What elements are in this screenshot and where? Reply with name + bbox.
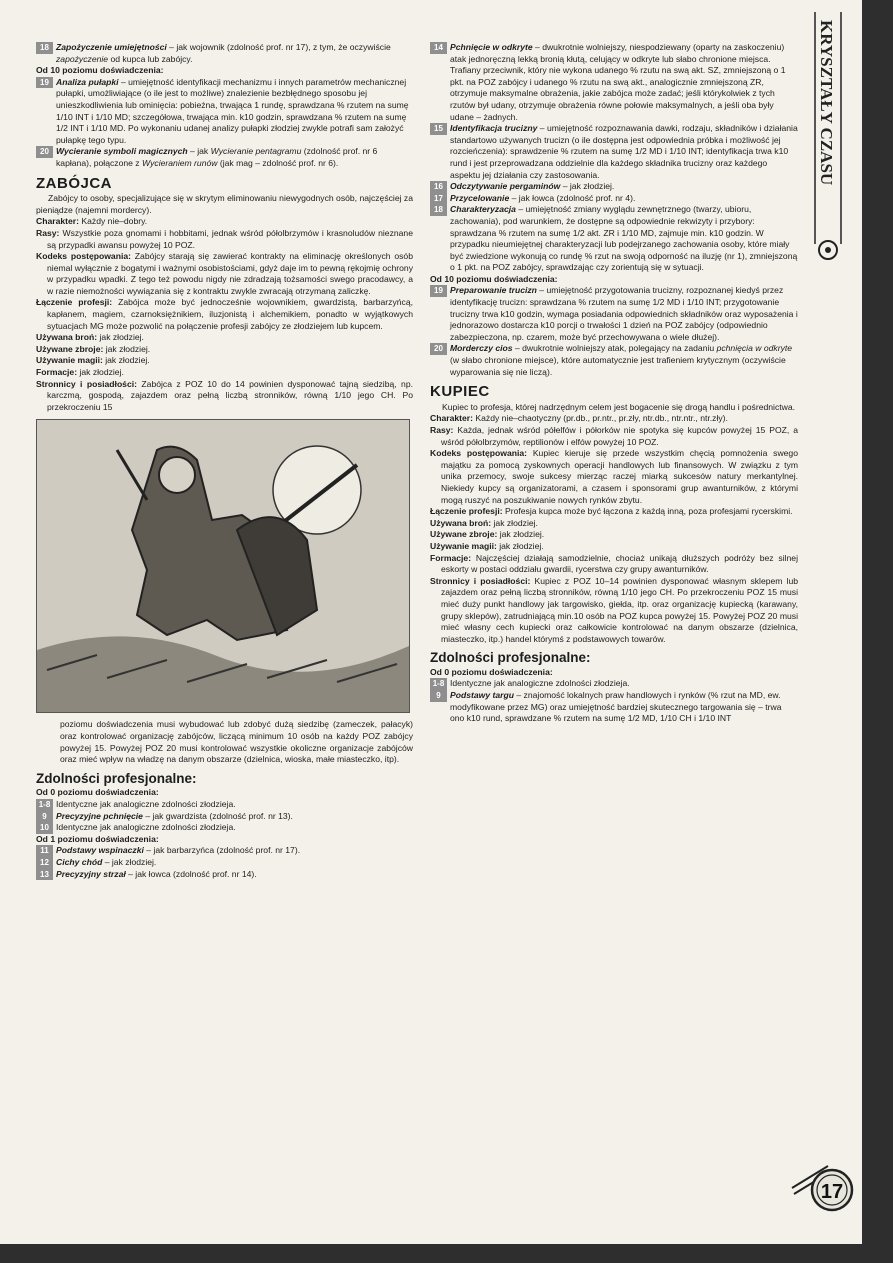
entry-charakter: Charakter: Każdy nie–chaotyczny (pr.db., pr.ntr., pr.zły, ntr.db., ntr.ntr., ntr.zły).	[430, 413, 728, 424]
ability-number: 18	[36, 42, 53, 54]
ability-number: 19	[36, 77, 53, 89]
ability-number: 20	[36, 146, 53, 158]
entry-bron: Używana broń: jak złodziej.	[36, 332, 144, 343]
section-heading-zdolnosci: Zdolności profesjonalne:	[430, 650, 591, 666]
assassin-drawing	[37, 420, 409, 712]
ability-row: 10 Identyczne jak analogiczne zdolności złodzieja.	[36, 822, 413, 834]
ability-number: 16	[430, 181, 447, 193]
ability-row: 17 Przycelowanie – jak łowca (zdolność prof. nr 4).	[430, 193, 798, 205]
entry-magia: Używanie magii: jak złodziej.	[36, 355, 150, 366]
page-number-badge	[788, 1158, 858, 1214]
assassin-illustration	[36, 419, 410, 713]
ability-number: 9	[36, 811, 53, 823]
side-title-text: KRYSZTAŁY CZASU	[817, 20, 836, 186]
ability-number: 19	[430, 285, 447, 297]
ability-number: 18	[430, 204, 447, 216]
ability-number: 1-8	[430, 678, 447, 690]
ability-row: 13 Precyzyjny strzał – jak łowca (zdolność prof. nr 14).	[36, 869, 413, 881]
ability-number: 17	[430, 193, 447, 205]
level-heading: Od 0 poziomu doświadczenia:	[430, 666, 553, 677]
level-heading: Od 1 poziomu doświadczenia:	[36, 833, 159, 844]
ability-row: 18 Charakteryzacja – umiejętność zmiany wyglądu zewnętrznego (twarzy, ubioru, zachowania), pod warunkiem, że dostępne są odpowiednie rekwizyty i przybory: sprawdzana % rzutem na sumę 1/2 akt. ZR i 1/10 MD, zajmuje min. k10 godzin. W przypadku nieumiejętnej charakteryzacji lub podejrzanego zachowania osoby, które miały być zwiedzione wykonują co rundę % rzut na swoją odporność na iluzję (nr 1), zmniejszoną o 1 pkt. na POZ zabójcy, sprawdzając czy zorientują się w sytuacji.	[430, 204, 798, 274]
level-heading: Od 10 poziomu doświadczenia:	[430, 273, 558, 284]
ability-row: 9 Precyzyjne pchnięcie – jak gwardzista (zdolność prof. nr 13).	[36, 811, 413, 823]
ability-row: 11 Podstawy wspinaczki – jak barbarzyńca (zdolność prof. nr 17).	[36, 845, 413, 857]
intro-paragraph: Zabójcy to osoby, specjalizujące się w skrytym eliminowaniu niewygodnych osób, najczęściej za pieniądze (najemni mordercy).	[36, 193, 413, 215]
entry-laczenie: Łączenie profesji: Zabójca może być jednocześnie wojownikiem, gwardzistą, barbarzyńcą, kapłanem, magiem, czarnoksiężnikiem, iluzjonistą i alchemikiem, ponadto w wyjątkowych sytuacjach MG może pozwolić na połączenie profesji zabójcy ze złodziejem lub kupcem.	[36, 297, 413, 331]
ability-number: 9	[430, 690, 447, 702]
ability-row: 9 Podstawy targu – znajomość lokalnych praw handlowych i rynków (% rzut na MD, ew. modyfikowane przez MG) oraz umiejętność bardziej skutecznego targowania się – trwa ono k10 rund, sprawdzane % rzutem na sumę 1/2 MD, 1/10 CH i 1/10 INT	[430, 690, 798, 725]
entry-rasy: Rasy: Wszystkie poza gnomami i hobbitami, jednak wśród półolbrzymów i krasnoludów nieznane są przypadki awansu powyżej 10 POZ.	[36, 227, 413, 250]
ability-title: Wycieranie symboli magicznych	[56, 146, 188, 157]
ability-row: 18 Zapożyczenie umiejętności – jak wojownik (zdolność prof. nr 17), z tym, że oczywiście zapożyczenie od kupca lub zabójcy.	[36, 42, 413, 65]
entry-rasy: Rasy: Każda, jednak wśród półelfów i półorków nie spotyka się kupców powyżej 15 POZ, a wśród półolbrzymów, reptilionów i elfów powyżej 10 POZ.	[430, 425, 798, 447]
entry-zbroje: Używane zbroje: jak złodziej.	[430, 529, 545, 540]
ability-title: Analiza pułapki	[56, 76, 119, 87]
right-column	[430, 42, 798, 725]
page-number: 17	[820, 1181, 844, 1203]
entry-kodeks: Kodeks postępowania: Kupiec kieruje się przede wszystkim chęcią pomnożenia swego majątku za pomocą zyskownych operacji handlowych lub finansowych. W związku z tym unika przemocy, swoje sukcesy mierząc raczej miarką sukcesów natury merkantylnej. Niekiedy kupcy są organizatorami, a czasem i sponsorami grup awanturników, z którymi mogą ruszyć na poszukiwanie nowych rynków zbytu.	[430, 448, 798, 505]
ability-title: Zapożyczenie umiejętności	[56, 42, 167, 52]
left-column	[36, 42, 413, 880]
entry-bron: Używana broń: jak złodziej.	[430, 517, 538, 528]
ability-number: 11	[36, 845, 53, 857]
entry-kodeks: Kodeks postępowania: Zabójcy starają się zawierać kontrakty na eliminację określonych osób niemal wyłącznie z bogatymi i ważnymi osobistościami, gdyż daje im to pewną rękojmię ochrony w przypadku wpadki. Z tego też powodu nigdy nie zdradzają tożsamości swego pracodawcy, a w razie niemożności wywiązania się z kontraktu zwykle zwracają otrzymaną zaliczkę.	[36, 251, 413, 296]
side-title-logo	[813, 12, 843, 262]
entry-zbroje: Używane zbroje: jak złodziej.	[36, 343, 151, 354]
entry-stronnicy: Stronnicy i posiadłości: Zabójca z POZ 10 do 14 powinien dysponować tajną siedzibą, np. karczmą, gospodą, zajazdem oraz pełną liczbą stronników, równą 1/10 jego CH. Po przekroczeniu 15	[36, 378, 414, 412]
section-heading-kupiec: KUPIEC	[430, 383, 490, 401]
entry-formacje: Formacje: Najczęściej działają samodzielnie, chociaż unikają dłuższych podróży bez silnej eskorty w postaci oddziału gwardii, rycerstwa czy grupy awanturników.	[430, 552, 798, 575]
ability-number: 13	[36, 869, 53, 881]
ability-number: 10	[36, 822, 53, 834]
entry-charakter: Charakter: Każdy nie–dobry.	[36, 216, 148, 227]
ability-row: 1-8 Identyczne jak analogiczne zdolności złodzieja.	[430, 678, 798, 690]
continued-paragraph: poziomu doświadczenia musi wybudować lub zdobyć dużą siedzibę (zameczek, pałacyk) oraz kontrolować organizację zabójców, liczącą minimum 10 osób na każdy POZ zabójcy powyżej 15. Powyżej POZ 20 musi kontrolować wszystkie okoliczne organizacje zabójców oraz mieć wpływ na władzę na danym obszarze (dzielnica, wioska, małe miasteczko, itp).	[60, 719, 413, 765]
page-bottom-shadow	[0, 1244, 893, 1263]
intro-paragraph: Kupiec to profesja, której nadrzędnym celem jest bogacenie się drogą handlu i pośrednictwa.	[442, 401, 796, 412]
ability-row: 20 Morderczy cios – dwukrotnie wolniejszy atak, polegający na zadaniu pchnięcia w odkryte (w słabo chronione miejsce), które automatycznie jest trafieniem krytycznym (oczywiście wyparowania się nie liczą).	[430, 343, 798, 378]
entry-stronnicy: Stronnicy i posiadłości: Kupiec z POZ 10–14 powinien dysponować własnym sklepem lub zajazdem oraz pełną liczbą stronników, równą 1/10 jego CH. Po przekroczeniu POZ 15 musi mieć duży punkt handlowy jak targowisko, giełda, itp. oraz organizację kupiecką (karawany, grupy sklepów), zatrudniającą min.10 osób na POZ kupca powyżej 15. Powyżej POZ 20 musi mieć własny cech kupiecki oraz całkowicie kontrolować na danym obszarze (dzielnica, miasteczko, itp.) handel którymś z podstawowych towarów.	[430, 575, 799, 644]
ability-number: 20	[430, 343, 447, 355]
ability-number: 12	[36, 857, 53, 869]
level-heading: Od 0 poziomu doświadczenia:	[36, 787, 159, 798]
section-heading-zabojca: ZABÓJCA	[36, 174, 113, 192]
entry-formacje: Formacje: jak złodziej.	[36, 367, 124, 378]
ability-row: 1-8 Identyczne jak analogiczne zdolności złodzieja.	[36, 799, 413, 811]
ability-row: 14 Pchnięcie w odkryte – dwukrotnie wolniejszy, niespodziewany (oparty na zaskoczeniu) atak jednoręczną lekką bronią kłutą, celujący w odkryte lub słabo chronione miejsca. Trafiany przeciwnik, który nie wykona udanego % rzutu na swą akt. SZ, zmniejszoną o 1 pkt. na POZ zabójcy i udanego % rzutu na swą akt., analogicznie zmniejszoną ZR, otrzymuje maksymalne obrażenia, jakie zabójca może zadać; jeśli którykolwiek z tych rzutów był udany, otrzymuje obrażenia równe połowie maksymalnych, a jeśli oba były udane – żadnych.	[430, 42, 798, 123]
ability-number: 1-8	[36, 799, 53, 811]
ability-row: 20 Wycieranie symboli magicznych – jak Wycieranie pentagramu (zdolność prof. nr 6 kapłana), połączone z Wycieraniem runów (jak mag – zdolność prof. nr 6).	[36, 146, 413, 169]
ability-row: 19 Preparowanie trucizn – umiejętność przygotowania trucizny, rozpoznanej kiedyś przez identyfikację trucizn: sprawdzana % rzutem na sumę 1/2 MD i 1/10 INT; przygotowanie trucizny trwa k10 godzin, wymaga posiadania odpowiednich składników oraz wyposażenia i jednorazowo dostarcza k10 porcji o trwałości 1 dzień na POZ zabójcy (odpowiednio zabezpieczona, np. czarem, może być przechowywana o wiele dłużej).	[430, 285, 798, 343]
ability-number: 14	[430, 42, 447, 54]
ability-row: 12 Cichy chód – jak złodziej.	[36, 857, 413, 869]
level-heading: Od 10 poziomu doświadczenia:	[36, 65, 164, 76]
ability-row: 15 Identyfikacja trucizny – umiejętność rozpoznawania dawki, rodzaju, składników i działania standartowo używanych trucizn (o ile dostępna jest odpowiednia próbka i możliwość jej rozcieńczenia): sprawdzenie % rzutem na sumę 1/2 MD i 1/10 INT; identyfikacja trwa k10 rund i jest przeprowadzana oddzielnie dla każdego składnika trucizny oraz każdego aspektu jej działania czy zastosowania.	[430, 123, 798, 181]
entry-magia: Używanie magii: jak złodziej.	[430, 540, 544, 551]
ability-row: 19 Analiza pułapki – umiejętność identyfikacji mechanizmu i innych parametrów mechanicznej pułapki, umożliwiające (o ile jest to możliwe) znalezienie bezbłędnego sposobu jej unieszkodliwienia lub ominięcia: pobieżna, trwająca 1 rundę, sprawdzana % rzutem na sumę 1/10 INT i 1/10 MD; szczegółowa, trwająca min. k10 godzin, sprawdzana % rzutem na sumę 1/2 INT i 1/10 MD. Po wykonaniu udanej analizy pułapki złodziej zwykle potrafi sam założyć pułapkę tego typu.	[36, 77, 413, 147]
page-edge-shadow	[862, 0, 893, 1263]
section-heading-zdolnosci: Zdolności profesjonalne:	[36, 770, 197, 786]
ability-row: 16 Odczytywanie pergaminów – jak złodziej.	[430, 181, 798, 193]
ability-number: 15	[430, 123, 447, 135]
entry-laczenie: Łączenie profesji: Profesja kupca może być łączona z każdą inną, poza profesjami rycerskimi.	[430, 506, 793, 517]
